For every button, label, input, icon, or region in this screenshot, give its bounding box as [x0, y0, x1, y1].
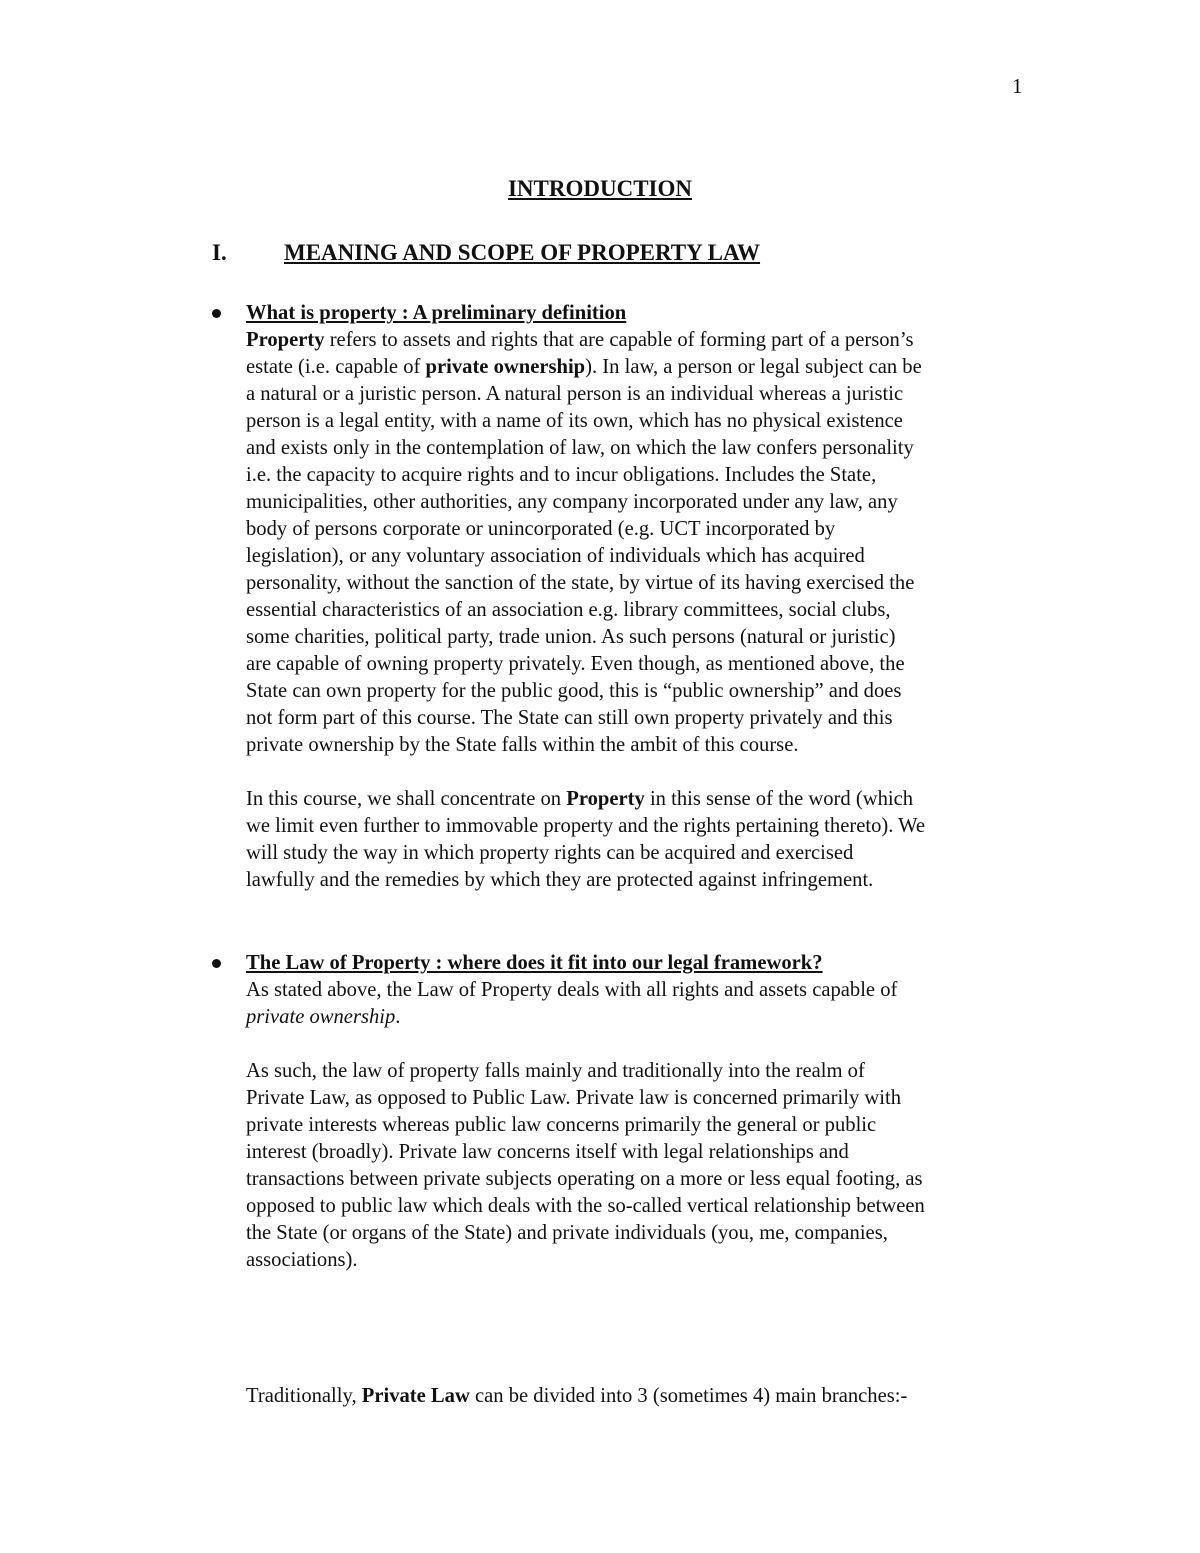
- bullet1-block: [246, 300, 1046, 894]
- bullet1-heading: What is property : A preliminary definition: [246, 302, 627, 324]
- body-line: As stated above, the Law of Property deals with all rights and assets capable of: [246, 979, 898, 1001]
- body-line: person is a legal entity, with a name of its own, which has no physical existence: [246, 410, 903, 432]
- body-line: i.e. the capacity to acquire rights and to incur obligations. Includes the State,: [246, 464, 877, 486]
- body-line: [246, 1383, 1046, 1410]
- bullet2-para1-line2: [246, 1004, 1046, 1031]
- term-private-law: Private Law: [361, 1385, 470, 1407]
- bullet2-para3: [246, 1383, 1046, 1410]
- body-line: some charities, political party, trade union. As such persons (natural or juristic): [246, 626, 896, 648]
- body-line: and exists only in the contemplation of law, on which the law confers personality: [246, 437, 914, 459]
- section-number: I.: [212, 240, 227, 265]
- bullet-point: [212, 959, 221, 968]
- body-line: associations).: [246, 1249, 358, 1271]
- section-heading: MEANING AND SCOPE OF PROPERTY LAW: [284, 240, 761, 265]
- body-line: interest (broadly). Private law concerns itself with legal relationships and: [246, 1141, 849, 1163]
- body-line: essential characteristics of an association e.g. library committees, social clubs,: [246, 599, 891, 621]
- body-line: a natural or a juristic person. A natural person is an individual whereas a juristic: [246, 383, 904, 405]
- page-title: INTRODUCTION: [507, 176, 693, 201]
- body-line: opposed to public law which deals with the so-called vertical relationship between: [246, 1195, 925, 1217]
- body-line: Private Law, as opposed to Public Law. Private law is concerned primarily with: [246, 1087, 902, 1109]
- body-line: legislation), or any voluntary association of individuals which has acquired: [246, 545, 865, 567]
- bullet1-para1-line1: [246, 327, 1046, 354]
- body-line: transactions between private subjects operating on a more or less equal footing, as: [246, 1168, 923, 1190]
- text-span: In this course, we shall concentrate on: [246, 788, 567, 810]
- body-line: lawfully and the remedies by which they are protected against infringement.: [246, 869, 874, 891]
- term-property: Property: [246, 329, 325, 351]
- text-span: refers to assets and rights that are capable of forming part of a person’s: [324, 329, 914, 351]
- text-span: estate (i.e. capable of: [246, 356, 426, 378]
- text-span: Traditionally,: [246, 1385, 362, 1407]
- body-line: are capable of owning property privately. Even though, as mentioned above, the: [246, 653, 905, 675]
- term-private-ownership: private ownership: [425, 356, 586, 378]
- body-line: will study the way in which property rights can be acquired and exercised: [246, 842, 854, 864]
- bullet1-para2-line1: [246, 786, 1046, 813]
- body-line: municipalities, other authorities, any company incorporated under any law, any: [246, 491, 898, 513]
- text-span: can be divided into 3 (sometimes 4) main branches:-: [469, 1385, 908, 1407]
- body-line: body of persons corporate or unincorporated (e.g. UCT incorporated by: [246, 518, 836, 540]
- body-line: private interests whereas public law concerns primarily the general or public: [246, 1114, 877, 1136]
- text-span: ). In law, a person or legal subject can be: [585, 356, 922, 378]
- page-number: 1: [1012, 74, 1023, 98]
- body-line: we limit even further to immovable property and the rights pertaining thereto). We: [246, 815, 926, 837]
- body-line: private ownership by the State falls within the ambit of this course.: [246, 734, 799, 756]
- body-line: State can own property for the public good, this is “public ownership” and does: [246, 680, 902, 702]
- text-span: in this sense of the word (which: [644, 788, 914, 810]
- term-private-ownership: private ownership: [246, 1006, 396, 1028]
- bullet2-block: [246, 950, 1046, 1274]
- bullet1-para1-line2: [246, 354, 1046, 381]
- term-property: Property: [566, 788, 645, 810]
- paragraph-gap: [246, 1031, 1046, 1058]
- body-line: the State (or organs of the State) and private individuals (you, me, companies,: [246, 1222, 888, 1244]
- bullet-point: [212, 309, 221, 318]
- body-line: As such, the law of property falls mainly and traditionally into the realm of: [246, 1060, 865, 1082]
- body-line: not form part of this course. The State can still own property privately and this: [246, 707, 893, 729]
- bullet2-heading: The Law of Property : where does it fit into our legal framework?: [246, 952, 823, 974]
- body-line: personality, without the sanction of the state, by virtue of its having exercised the: [246, 572, 915, 594]
- text-span: .: [395, 1006, 401, 1028]
- paragraph-gap: [246, 759, 1046, 786]
